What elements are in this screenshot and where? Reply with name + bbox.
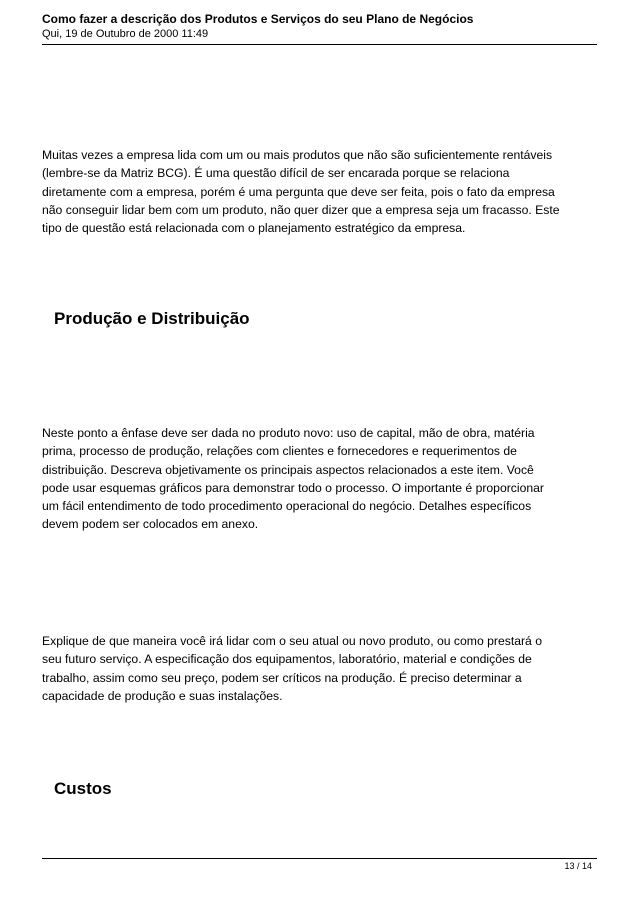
paragraph-line: tipo de questão está relacionada com o planejamento estratégico da empresa. <box>42 221 466 236</box>
paragraph-line: prima, processo de produção, relações com clientes e fornecedores e requerimentos de <box>42 444 517 459</box>
paragraph-line: não conseguir lidar bem com um produto, não quer dizer que a empresa seja um fracasso. Este <box>42 202 560 217</box>
document-title: Como fazer a descrição dos Produtos e Serviços do seu Plano de Negócios <box>42 12 474 26</box>
paragraph-line: trabalho, assim como seu preço, podem ser críticos na produção. É preciso determinar a <box>42 670 522 685</box>
paragraph-line: Muitas vezes a empresa lida com um ou mais produtos que não são suficientemente rentáveis <box>42 148 553 162</box>
paragraph-line: seu futuro serviço. A especificação dos equipamentos, laboratório, material e condições de <box>42 652 532 667</box>
paragraph-line: diretamente com a empresa, porém é uma pergunta que deve ser feita, pois o fato da empresa <box>42 184 555 199</box>
page-number: 13 / 14 <box>564 861 592 871</box>
paragraph-produto-novo <box>42 424 602 534</box>
paragraph-rentabilidade <box>42 146 602 237</box>
paragraph-prestacao-servico <box>42 632 602 705</box>
paragraph-line: (lembre-se da Matriz BCG). É uma questão difícil de ser encarada porque se relaciona <box>42 166 510 181</box>
heading-custos: Custos <box>54 779 112 798</box>
paragraph-line: Explique de que maneira você irá lidar com o seu atual ou novo produto, ou como prestará o <box>42 634 542 648</box>
heading-producao-distribuicao: Produção e Distribuição <box>54 309 250 328</box>
paragraph-line: um fácil entendimento de todo procedimento operacional do negócio. Detalhes específicos <box>42 499 532 514</box>
paragraph-line: distribuição. Descreva objetivamente os principais aspectos relacionados a este item. Você <box>42 462 534 477</box>
paragraph-line: capacidade de produção e suas instalações. <box>42 688 283 703</box>
footer-divider <box>42 858 597 859</box>
paragraph-line: pode usar esquemas gráficos para demonstrar todo o processo. O importante é proporcionar <box>42 480 544 495</box>
page-header <box>42 12 597 41</box>
paragraph-line: Neste ponto a ênfase deve ser dada no produto novo: uso de capital, mão de obra, matéria <box>42 426 535 440</box>
paragraph-line: devem podem ser colocados em anexo. <box>42 517 259 532</box>
document-date: Qui, 19 de Outubro de 2000 11:49 <box>42 28 209 40</box>
header-divider <box>42 44 597 45</box>
